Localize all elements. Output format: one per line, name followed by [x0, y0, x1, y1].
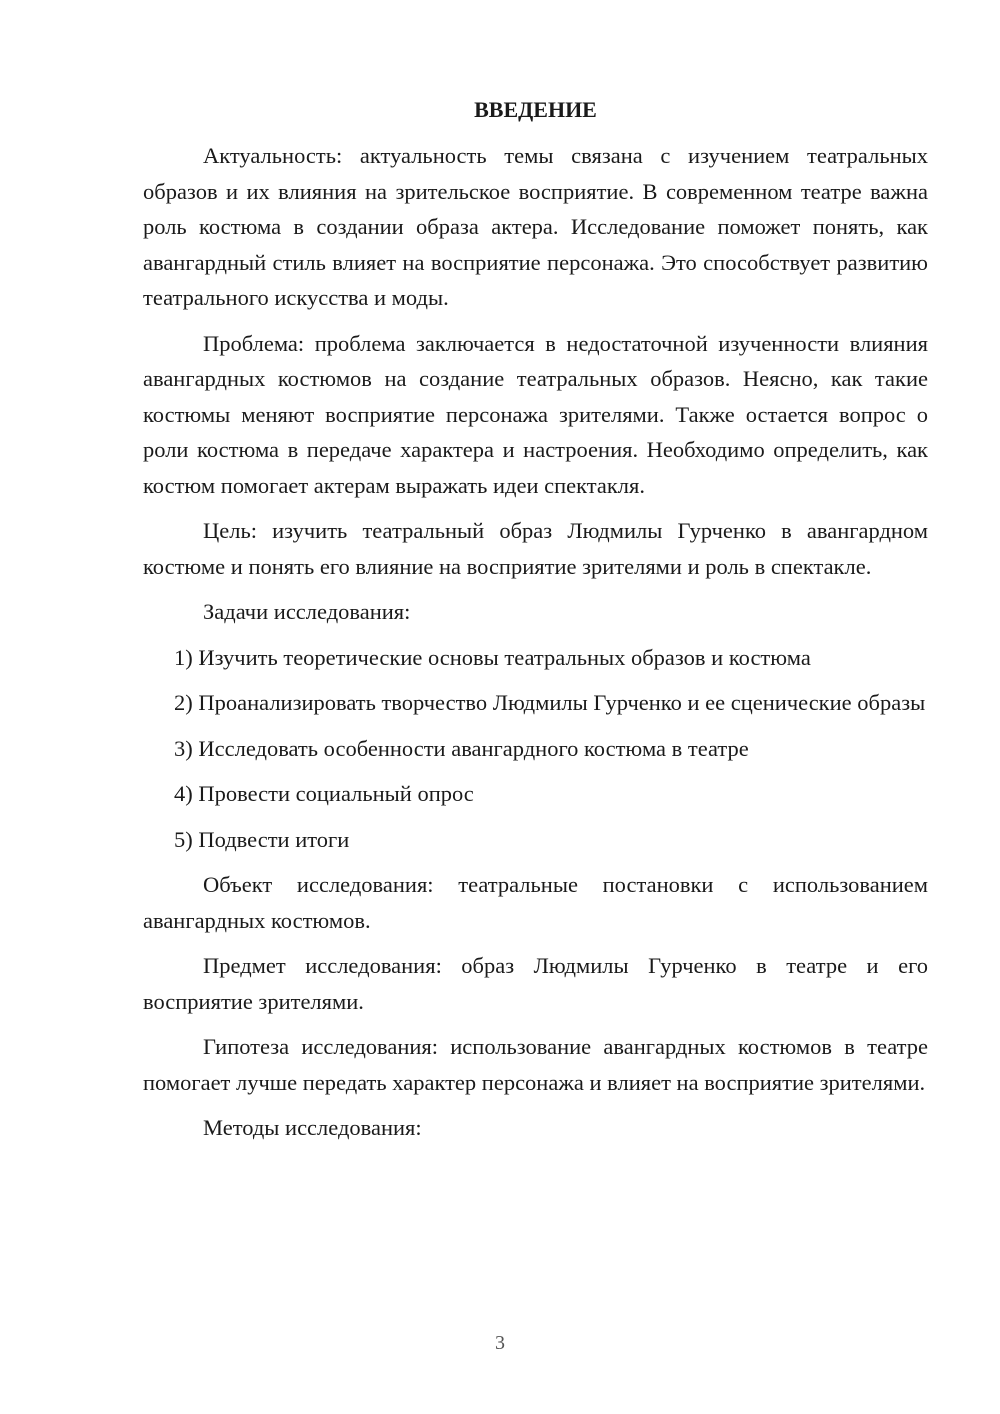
paragraph-methods: Методы исследования:: [203, 1115, 422, 1140]
task-item-2: 2) Проанализировать творчество Людмилы Гурченко и ее сценические образы: [174, 690, 926, 715]
paragraph-object: Объект исследования: театральные постановки с использованием авангардных костюмов.: [143, 872, 928, 933]
paragraph-problem: Проблема: проблема заключается в недостаточной изученности влияния авангардных костюмов на создание театральных образов. Неясно, как такие костюмы меняют восприятие персонажа зрителями. Также остается вопрос о роли костюма в передаче характера и настроения. Необходимо определить, как костюм помогает актерам выражать идеи спектакля.: [143, 330, 928, 498]
task-item-4: 4) Провести социальный опрос: [174, 781, 474, 806]
task-item-5: 5) Подвести итоги: [174, 826, 350, 852]
section-title: ВВЕДЕНИЕ: [474, 97, 597, 122]
task-item-3: 3) Исследовать особенности авангардного костюма в театре: [174, 735, 749, 761]
paragraph-subject: Предмет исследования: образ Людмилы Гурченко в театре и его восприятие зрителями.: [143, 953, 928, 1014]
task-item-1: 1) Изучить теоретические основы театральных образов и костюма: [174, 644, 811, 670]
paragraph-hypothesis: Гипотеза исследования: использование авангардных костюмов в театре помогает лучше передать характер персонажа и влияет на восприятие зрителями.: [143, 1034, 928, 1095]
paragraph-tasks-heading: Задачи исследования:: [203, 599, 411, 624]
paragraph-goal: Цель: изучить театральный образ Людмилы Гурченко в авангардном костюме и понять его влияние на восприятие зрителями и роль в спектакле.: [143, 518, 928, 579]
page-number: 3: [495, 1332, 505, 1354]
paragraph-relevance: Актуальность: актуальность темы связана с изучением театральных образов и их влияния на зрительское восприятие. В современном театре важна роль костюма в создании образа актера. Исследование поможет понять, как авангардный стиль влияет на восприятие персонажа. Это способствует развитию театрального искусства и моды.: [143, 143, 928, 310]
document-page: [143, 90, 928, 1156]
